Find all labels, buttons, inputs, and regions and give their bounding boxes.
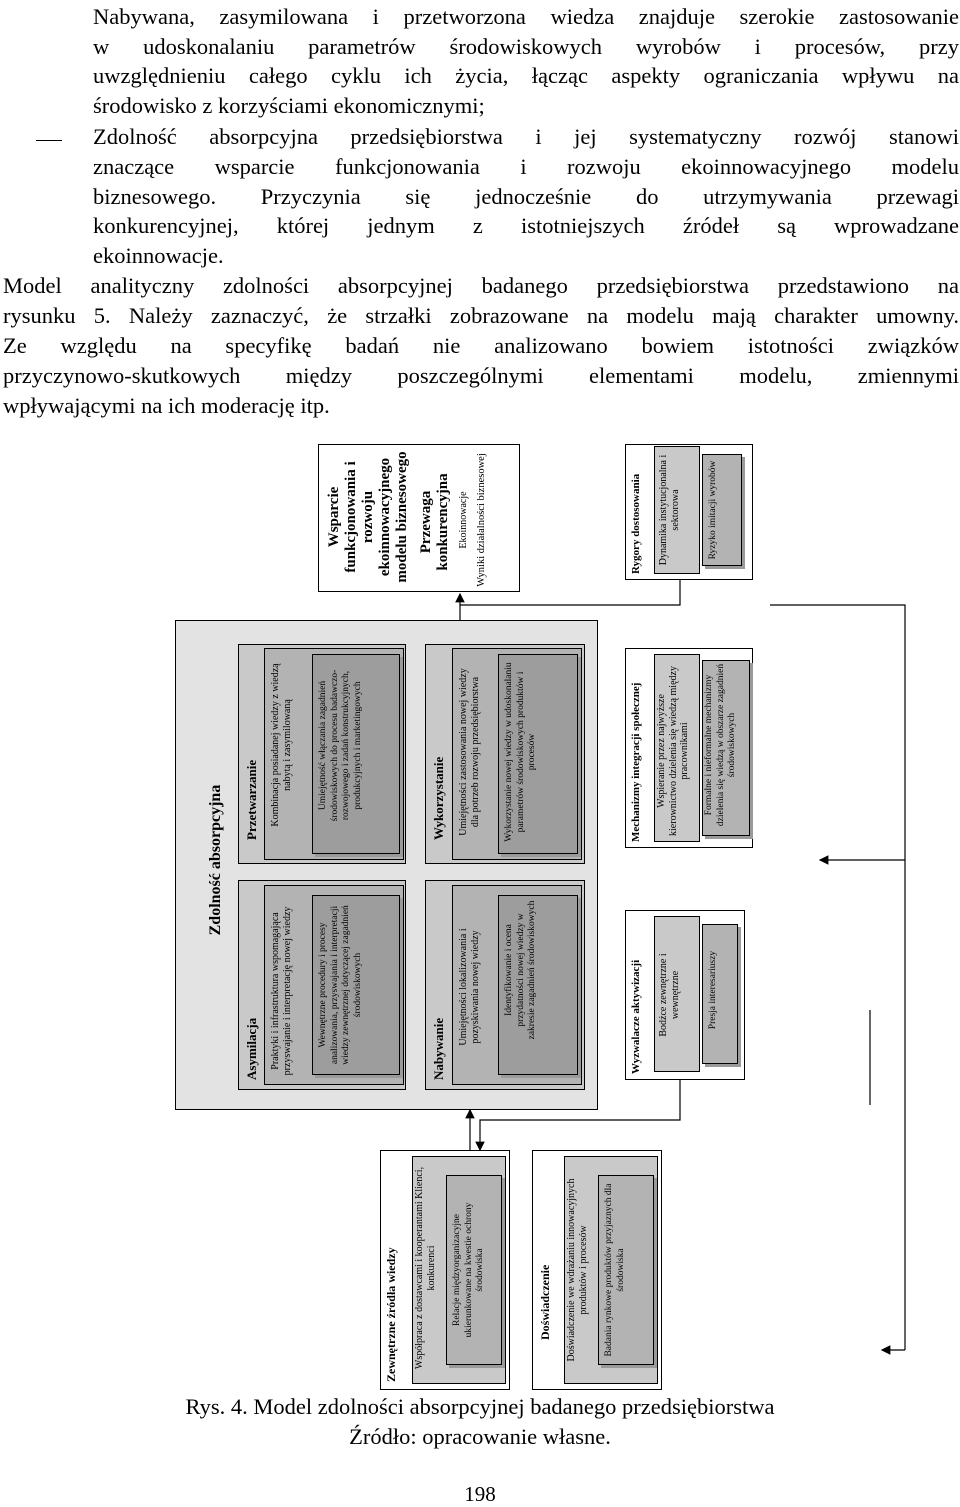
doswiadczenie-item: Doświadczenie we wdrażaniu innowacyjnych produktów i procesów bbox=[566, 1178, 589, 1362]
text-line: ekoinnowacje. bbox=[93, 243, 224, 268]
text-line: Ze względu na specyfikę badań nie analizowano bowiem istotności związków bbox=[3, 333, 959, 358]
page-number: 198 bbox=[464, 1482, 496, 1506]
przetwarzanie-inner: Umiejętność włączania zagadnień środowiskowych do procesu badawczo-rozwojowego i zadań konstrukcyjnych, produkcyjnych i marketingowych bbox=[318, 669, 363, 822]
rygory-inner: Ryzyko imitacji wyrobów bbox=[708, 460, 718, 560]
wykorzystanie-inner: Wykorzystanie nowej wiedzy w udoskonalaniu parametrów środowiskowych produktów i procesów bbox=[504, 662, 537, 842]
wyzwalacze-item: Bodźce zewnętrzne i wewnętrzne bbox=[658, 953, 681, 1037]
absorptive-capacity-title: Zdolność absorpcyjna bbox=[207, 784, 224, 936]
mechanizmy-item: Wspieranie przez najwyższe kierownictwo dzielenia się wiedzą między pracownikami bbox=[656, 666, 690, 836]
text-line: znaczące wsparcie funkcjonowania i rozwoju ekoinnowacyjnego modelu bbox=[93, 154, 959, 179]
zrodla-title: Zewnętrzne źródła wiedzy bbox=[384, 1247, 398, 1382]
figure-caption: Rys. 4. Model zdolności absorpcyjnej badanego przedsiębiorstwa bbox=[185, 1394, 775, 1419]
text-line: Zdolność absorpcyjna przedsiębiorstwa i jej systematyczny rozwój stanowi bbox=[93, 124, 959, 149]
wyzwalacze-inner: Presja interesariuszy bbox=[708, 950, 718, 1030]
text-line: wpływającymi na ich moderację itp. bbox=[3, 393, 330, 418]
przetwarzanie-title: Przetwarzanie bbox=[244, 759, 259, 840]
wykorzystanie-title: Wykorzystanie bbox=[431, 756, 446, 840]
competitive-advantage-title: Przewaga konkurencyjna bbox=[418, 473, 451, 571]
text-line: środowisko z korzyściami ekonomicznymi; bbox=[93, 93, 485, 118]
nabywanie-item: Umiejętności lokalizowania i pozyskiwania nowej wiedzy bbox=[458, 928, 481, 1046]
mechanizmy-inner: Formalne i nieformalne mechanizmy dzielenia się wiedzą w obszarze zagadnień środowiskowych bbox=[704, 663, 737, 827]
text-line: konkurencyjnej, której jednym z istotniejszych źródeł są wprowadzane bbox=[93, 213, 959, 238]
asymilacja-title: Asymilacja bbox=[244, 1017, 259, 1080]
wyzwalacze-title: Wyzwalacze aktywizacji bbox=[630, 959, 642, 1074]
text-line: uwzględnieniu całego cyklu ich życia, łącząc aspekty ograniczania wpływu na bbox=[93, 63, 959, 88]
text-line: Nabywana, zasymilowana i przetworzona wiedza znajduje szerokie zastosowanie bbox=[93, 4, 959, 29]
przetwarzanie-item: Kombinacja posiadanej wiedzy z wiedzą nabytą i zasymilowaną bbox=[270, 663, 293, 827]
asymilacja-inner: Wewnętrzne procedury i procesy analizowania, przyswajania i interpretacji wiedzy zewnętrznej dotyczącej zagadnień środowiskowych bbox=[318, 905, 363, 1065]
top-box-title: Wsparcie funkcjonowania i rozwoju ekoinnowacyjnego modelu biznesowego bbox=[326, 451, 410, 583]
text-line: Model analityczny zdolności absorpcyjnej badanego przedsiębiorstwa przedstawiono na bbox=[3, 273, 959, 298]
doswiadczenie-title: Doświadczenie bbox=[538, 1264, 552, 1340]
wykorzystanie-item: Umiejętności zastosowania nowej wiedzy dla potrzeb rozwoju przedsiębiorstwa bbox=[458, 668, 481, 836]
rygory-title: Rygory dostosowania bbox=[630, 473, 642, 574]
zrodla-inner: Relacje międzyorganizacyjne ukierunkowane na kwestie ochrony środowiska bbox=[452, 1202, 485, 1338]
rygory-item: Dynamika instytucjonalna i sektorowa bbox=[658, 454, 681, 566]
nabywanie-inner: Identyfikowanie i ocena przydatności nowej wiedzy w zakresie zagadnień środowiskowych bbox=[504, 900, 537, 1040]
mechanizmy-title: Mechanizmy integracji społecznej bbox=[630, 682, 642, 842]
ecoinnovations-label: Ekoinnowacje bbox=[458, 491, 469, 549]
text-line: rysunku 5. Należy zaznaczyć, że strzałki zobrazowane na modelu mają charakter umowny. bbox=[3, 303, 959, 328]
text-line: biznesowego. Przyczynia się jednocześnie do utrzymywania przewagi bbox=[93, 184, 959, 209]
doswiadczenie-inner: Badania rynkowe produktów przyjaznych dla środowiska bbox=[604, 1183, 626, 1357]
text-line: w udoskonalaniu parametrów środowiskowych wyrobów i procesów, przy bbox=[93, 34, 959, 59]
asymilacja-item: Praktyki i infrastruktura wspomagająca przyswajanie i interpretację nowej wiedzy bbox=[270, 906, 293, 1076]
business-results-label: Wyniki działalności biznesowej bbox=[476, 453, 487, 587]
text-line: przyczynowo-skutkowych między poszczególnymi elementami modelu, zmiennymi bbox=[3, 363, 959, 388]
figure-source: Źródło: opracowanie własne. bbox=[349, 1424, 611, 1449]
nabywanie-title: Nabywanie bbox=[431, 1017, 446, 1080]
zrodla-item: Współpraca z dostawcami i kooperantami Klienci, konkurenci bbox=[414, 1166, 437, 1370]
